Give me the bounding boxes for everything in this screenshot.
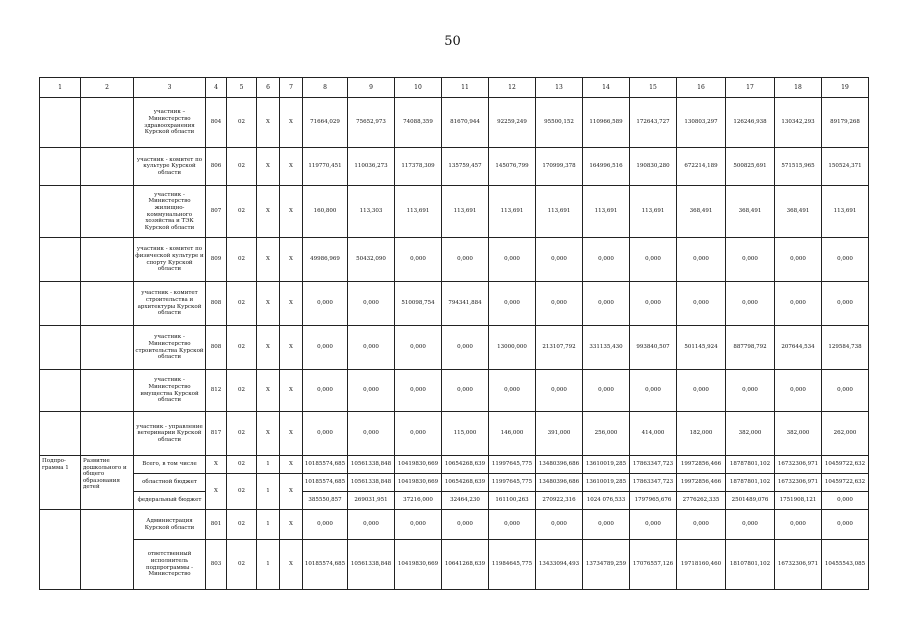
participant-cell: ответственный исполнитель подпрограммы - Министерство	[134, 540, 206, 590]
value-cell: 113,691	[583, 186, 630, 238]
empty-cell	[40, 370, 81, 412]
value-cell: 160,800	[303, 186, 348, 238]
value-cell: 1024 076,533	[583, 492, 630, 510]
participant-cell: участник - комитет строительства и архитектуры Курской области	[134, 282, 206, 326]
code-cell: Х	[280, 370, 303, 412]
value-cell: 571515,965	[775, 148, 822, 186]
header-row	[40, 78, 869, 98]
table-row	[40, 238, 869, 282]
header-cell: 19	[822, 78, 869, 98]
value-cell: 794341,884	[442, 282, 489, 326]
value-cell: 0,000	[726, 510, 775, 540]
empty-cell	[81, 238, 134, 282]
value-cell: 13610019,285	[583, 456, 630, 474]
header-cell: 15	[630, 78, 677, 98]
value-cell: 10185574,685	[303, 456, 348, 474]
value-cell: 368,491	[726, 186, 775, 238]
value-cell: 213107,792	[536, 326, 583, 370]
value-cell: 414,000	[630, 412, 677, 456]
table-row	[40, 282, 869, 326]
code-cell: 02	[227, 510, 257, 540]
value-cell: 0,000	[677, 282, 726, 326]
empty-cell	[40, 98, 81, 148]
value-cell: 0,000	[726, 370, 775, 412]
value-cell: 385550,857	[303, 492, 348, 510]
value-cell: 0,000	[822, 492, 869, 510]
value-cell: 113,303	[348, 186, 395, 238]
value-cell: 95500,152	[536, 98, 583, 148]
value-cell: 17076557,126	[630, 540, 677, 590]
value-cell: 19972856,466	[677, 456, 726, 474]
value-cell: 0,000	[348, 510, 395, 540]
value-cell: 382,000	[775, 412, 822, 456]
table-row	[40, 456, 869, 474]
value-cell: 0,000	[583, 510, 630, 540]
value-cell: 0,000	[536, 510, 583, 540]
code-cell: Х	[280, 148, 303, 186]
code-cell: Х	[280, 456, 303, 474]
value-cell: 0,000	[677, 370, 726, 412]
code-cell: 02	[227, 98, 257, 148]
value-cell: 49986,969	[303, 238, 348, 282]
header-cell: 14	[583, 78, 630, 98]
empty-cell	[40, 326, 81, 370]
subprogram-cell: Подпро-грамма 1	[40, 456, 81, 510]
value-cell: 19718160,460	[677, 540, 726, 590]
code-cell: Х	[206, 474, 227, 510]
participant-cell: участник - Министерство строительства Курской области	[134, 326, 206, 370]
value-cell: 126246,938	[726, 98, 775, 148]
table-row	[40, 474, 869, 492]
code-cell: Х	[280, 510, 303, 540]
value-cell: 0,000	[303, 370, 348, 412]
code-cell: Х	[280, 474, 303, 510]
code-cell: 817	[206, 412, 227, 456]
code-cell: 02	[227, 326, 257, 370]
header-cell: 1	[40, 78, 81, 98]
code-cell: Х	[257, 282, 280, 326]
value-cell: 0,000	[726, 238, 775, 282]
value-cell: 190830,280	[630, 148, 677, 186]
value-cell: 0,000	[489, 510, 536, 540]
value-cell: 0,000	[630, 370, 677, 412]
code-cell: Х	[280, 412, 303, 456]
value-cell: 113,691	[822, 186, 869, 238]
code-cell: Х	[257, 98, 280, 148]
value-cell: 0,000	[822, 370, 869, 412]
value-cell: 0,000	[822, 282, 869, 326]
value-cell: 382,000	[726, 412, 775, 456]
code-cell: Х	[257, 148, 280, 186]
value-cell: 16732306,971	[775, 540, 822, 590]
empty-cell	[40, 148, 81, 186]
value-cell: 0,000	[348, 326, 395, 370]
value-cell: 18107801,102	[726, 540, 775, 590]
value-cell: 10455543,085	[822, 540, 869, 590]
code-cell: 1	[257, 474, 280, 510]
value-cell: 113,691	[395, 186, 442, 238]
value-cell: 161100,263	[489, 492, 536, 510]
value-cell: 18787801,102	[726, 474, 775, 492]
value-cell: 331135,430	[583, 326, 630, 370]
value-cell: 172643,727	[630, 98, 677, 148]
value-cell: 110966,589	[583, 98, 630, 148]
value-cell: 0,000	[489, 370, 536, 412]
participant-cell: участник - комитет по культуре Курской области	[134, 148, 206, 186]
empty-cell	[81, 148, 134, 186]
header-cell: 16	[677, 78, 726, 98]
value-cell: 0,000	[630, 282, 677, 326]
table-row	[40, 370, 869, 412]
code-cell: 1	[257, 540, 280, 590]
value-cell: 10561338,848	[348, 540, 395, 590]
value-cell: 119770,451	[303, 148, 348, 186]
code-cell: 801	[206, 510, 227, 540]
header-cell: 4	[206, 78, 227, 98]
value-cell: 113,691	[536, 186, 583, 238]
value-cell: 117378,309	[395, 148, 442, 186]
header-cell: 9	[348, 78, 395, 98]
code-cell: 02	[227, 412, 257, 456]
value-cell: 110036,273	[348, 148, 395, 186]
value-cell: 0,000	[583, 238, 630, 282]
value-cell: 10561338,848	[348, 456, 395, 474]
code-cell: Х	[280, 186, 303, 238]
value-cell: 113,691	[489, 186, 536, 238]
value-cell: 0,000	[303, 510, 348, 540]
value-cell: 0,000	[536, 238, 583, 282]
value-cell: 13480396,686	[536, 474, 583, 492]
value-cell: 10459722,632	[822, 474, 869, 492]
value-cell: 10654268,639	[442, 456, 489, 474]
header-cell: 12	[489, 78, 536, 98]
header-cell: 6	[257, 78, 280, 98]
empty-cell	[81, 370, 134, 412]
value-cell: 0,000	[303, 412, 348, 456]
code-cell: 02	[227, 238, 257, 282]
subprogram-name-cell: Развитие дошкольного и общего образования детей	[81, 456, 134, 510]
code-cell: 1	[257, 456, 280, 474]
code-cell: 02	[227, 456, 257, 474]
code-cell: Х	[257, 412, 280, 456]
participant-cell: участник - комитет по физической культуре и спорту Курской области	[134, 238, 206, 282]
empty-cell	[40, 412, 81, 456]
value-cell: 510098,754	[395, 282, 442, 326]
header-cell: 5	[227, 78, 257, 98]
header-cell: 8	[303, 78, 348, 98]
code-cell: Х	[280, 282, 303, 326]
header-cell: 3	[134, 78, 206, 98]
value-cell: 81670,944	[442, 98, 489, 148]
empty-cell	[40, 238, 81, 282]
value-cell: 13433094,493	[536, 540, 583, 590]
value-cell: 113,691	[442, 186, 489, 238]
code-cell: 02	[227, 474, 257, 510]
value-cell: 262,000	[822, 412, 869, 456]
value-cell: 0,000	[822, 238, 869, 282]
table-row	[40, 492, 869, 510]
code-cell: Х	[280, 540, 303, 590]
value-cell: 256,000	[583, 412, 630, 456]
value-cell: 0,000	[489, 238, 536, 282]
value-cell: 368,491	[775, 186, 822, 238]
value-cell: 32464,230	[442, 492, 489, 510]
value-cell: 0,000	[442, 326, 489, 370]
header-cell: 10	[395, 78, 442, 98]
value-cell: 71664,029	[303, 98, 348, 148]
value-cell: 993840,507	[630, 326, 677, 370]
value-cell: 0,000	[395, 326, 442, 370]
value-cell: 16732306,971	[775, 456, 822, 474]
value-cell: 0,000	[630, 238, 677, 282]
value-cell: 0,000	[677, 238, 726, 282]
value-cell: 887798,792	[726, 326, 775, 370]
value-cell: 10419830,669	[395, 456, 442, 474]
value-cell: 19972856,466	[677, 474, 726, 492]
empty-cell	[81, 98, 134, 148]
value-cell: 11984645,775	[489, 540, 536, 590]
empty-cell	[81, 326, 134, 370]
participant-cell: Администрация Курской области	[134, 510, 206, 540]
value-cell: 129584,738	[822, 326, 869, 370]
value-cell: 16732306,971	[775, 474, 822, 492]
value-cell: 0,000	[442, 238, 489, 282]
value-cell: 11997645,775	[489, 474, 536, 492]
value-cell: 17863347,723	[630, 456, 677, 474]
value-cell: 0,000	[442, 510, 489, 540]
code-cell: 808	[206, 326, 227, 370]
value-cell: 0,000	[536, 282, 583, 326]
code-cell: 02	[227, 282, 257, 326]
value-cell: 391,000	[536, 412, 583, 456]
empty-cell	[40, 186, 81, 238]
value-cell: 10185574,685	[303, 540, 348, 590]
value-cell: 0,000	[348, 370, 395, 412]
value-cell: 1751908,121	[775, 492, 822, 510]
code-cell: Х	[257, 238, 280, 282]
value-cell: 150524,371	[822, 148, 869, 186]
code-cell: Х	[280, 238, 303, 282]
value-cell: 2501489,076	[726, 492, 775, 510]
value-cell: 0,000	[303, 282, 348, 326]
value-cell: 75652,973	[348, 98, 395, 148]
value-cell: 164996,516	[583, 148, 630, 186]
value-cell: 10185574,685	[303, 474, 348, 492]
value-cell: 0,000	[677, 510, 726, 540]
empty-cell	[81, 510, 134, 590]
value-cell: 115,000	[442, 412, 489, 456]
value-cell: 0,000	[630, 510, 677, 540]
value-cell: 0,000	[536, 370, 583, 412]
code-cell: 02	[227, 370, 257, 412]
value-cell: 146,000	[489, 412, 536, 456]
code-cell: 806	[206, 148, 227, 186]
value-cell: 89179,268	[822, 98, 869, 148]
value-cell: 0,000	[395, 510, 442, 540]
header-cell: 13	[536, 78, 583, 98]
value-cell: 13734789,259	[583, 540, 630, 590]
empty-cell	[81, 282, 134, 326]
value-cell: 0,000	[442, 370, 489, 412]
value-cell: 37216,000	[395, 492, 442, 510]
participant-cell: Всего, в том числе	[134, 456, 206, 474]
value-cell: 92259,249	[489, 98, 536, 148]
value-cell: 130803,297	[677, 98, 726, 148]
value-cell: 0,000	[395, 238, 442, 282]
participant-cell: участник - управление ветеринарии Курской области	[134, 412, 206, 456]
code-cell: Х	[257, 186, 280, 238]
code-cell: 02	[227, 186, 257, 238]
value-cell: 113,691	[630, 186, 677, 238]
code-cell: 808	[206, 282, 227, 326]
value-cell: 10561338,848	[348, 474, 395, 492]
table-row	[40, 510, 869, 540]
value-cell: 10419830,669	[395, 474, 442, 492]
value-cell: 0,000	[395, 370, 442, 412]
code-cell: 807	[206, 186, 227, 238]
table-row	[40, 148, 869, 186]
table-row	[40, 186, 869, 238]
empty-cell	[81, 412, 134, 456]
value-cell: 0,000	[726, 282, 775, 326]
value-cell: 0,000	[303, 326, 348, 370]
code-cell: Х	[257, 326, 280, 370]
value-cell: 0,000	[822, 510, 869, 540]
code-cell: 812	[206, 370, 227, 412]
value-cell: 130342,293	[775, 98, 822, 148]
code-cell: 02	[227, 540, 257, 590]
value-cell: 74088,359	[395, 98, 442, 148]
value-cell: 13000,000	[489, 326, 536, 370]
empty-cell	[81, 186, 134, 238]
value-cell: 269031,951	[348, 492, 395, 510]
code-cell: Х	[206, 456, 227, 474]
value-cell: 672214,189	[677, 148, 726, 186]
value-cell: 0,000	[348, 412, 395, 456]
value-cell: 0,000	[348, 282, 395, 326]
value-cell: 17863347,723	[630, 474, 677, 492]
code-cell: 804	[206, 98, 227, 148]
participant-cell: федеральный бюджет	[134, 492, 206, 510]
value-cell: 170999,378	[536, 148, 583, 186]
value-cell: 10641268,639	[442, 540, 489, 590]
value-cell: 0,000	[489, 282, 536, 326]
value-cell: 270922,316	[536, 492, 583, 510]
code-cell: Х	[257, 370, 280, 412]
value-cell: 182,000	[677, 412, 726, 456]
value-cell: 2776262,335	[677, 492, 726, 510]
value-cell: 368,491	[677, 186, 726, 238]
value-cell: 13480396,686	[536, 456, 583, 474]
value-cell: 135759,457	[442, 148, 489, 186]
participant-cell: участник - Министерство имущества Курской области	[134, 370, 206, 412]
participant-cell: участник – Министерство здравоохранения Курской области	[134, 98, 206, 148]
value-cell: 0,000	[775, 370, 822, 412]
budget-table	[39, 77, 869, 590]
header-cell: 18	[775, 78, 822, 98]
page-number: 50	[444, 34, 461, 49]
table-row	[40, 540, 869, 590]
header-cell: 11	[442, 78, 489, 98]
value-cell: 0,000	[775, 510, 822, 540]
value-cell: 10654268,639	[442, 474, 489, 492]
empty-cell	[40, 510, 81, 590]
value-cell: 10459722,632	[822, 456, 869, 474]
value-cell: 501145,924	[677, 326, 726, 370]
header-cell: 7	[280, 78, 303, 98]
value-cell: 0,000	[395, 412, 442, 456]
value-cell: 0,000	[775, 238, 822, 282]
table-row	[40, 98, 869, 148]
code-cell: 1	[257, 510, 280, 540]
value-cell: 500825,691	[726, 148, 775, 186]
empty-cell	[40, 282, 81, 326]
value-cell: 10419830,669	[395, 540, 442, 590]
value-cell: 145076,799	[489, 148, 536, 186]
header-cell: 17	[726, 78, 775, 98]
header-cell: 2	[81, 78, 134, 98]
code-cell: Х	[280, 98, 303, 148]
value-cell: 1797965,676	[630, 492, 677, 510]
value-cell: 18787801,102	[726, 456, 775, 474]
participant-cell: участник - Министерство жилищно-коммунального хозяйства и ТЭК Курской области	[134, 186, 206, 238]
table-row	[40, 326, 869, 370]
value-cell: 0,000	[583, 370, 630, 412]
value-cell: 11997645,775	[489, 456, 536, 474]
code-cell: 809	[206, 238, 227, 282]
table-row	[40, 412, 869, 456]
value-cell: 13610019,285	[583, 474, 630, 492]
code-cell: Х	[280, 326, 303, 370]
participant-cell: областной бюджет	[134, 474, 206, 492]
value-cell: 50432,090	[348, 238, 395, 282]
value-cell: 0,000	[583, 282, 630, 326]
code-cell: 803	[206, 540, 227, 590]
value-cell: 207644,534	[775, 326, 822, 370]
code-cell: 02	[227, 148, 257, 186]
value-cell: 0,000	[775, 282, 822, 326]
